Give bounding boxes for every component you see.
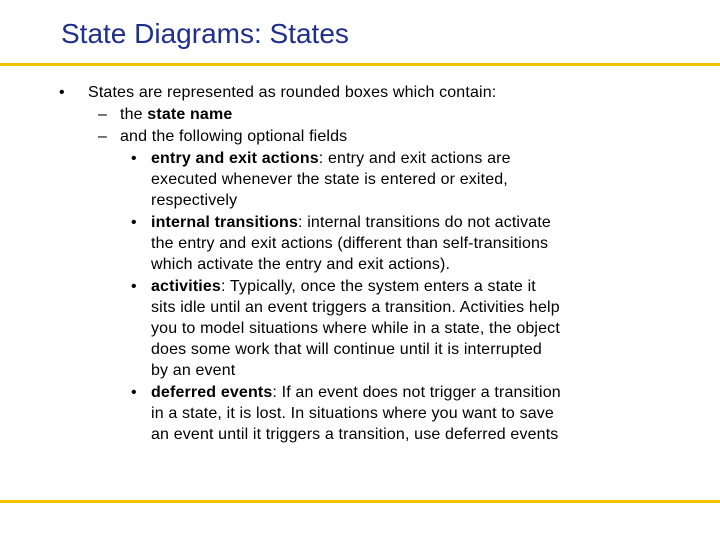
field-desc-line: an event until it triggers a transition, use deferred events (151, 426, 559, 443)
state-name-term: state name (147, 106, 233, 123)
footer-divider (0, 500, 720, 503)
field-desc-line: which activate the entry and exit actions). (151, 256, 451, 273)
field-desc-line: : internal transitions do not activate (298, 214, 551, 231)
field-item-internal-transitions (0, 212, 720, 233)
field-term: activities (151, 278, 221, 295)
dash-marker: – (98, 106, 108, 123)
field-desc-line: executed whenever the state is entered or exited, (151, 171, 508, 188)
bullet-marker: • (131, 214, 137, 231)
sub-bullet-optional-fields (0, 126, 720, 147)
field-term: deferred events (151, 384, 273, 401)
field-desc-line: the entry and exit actions (different than self-transitions (151, 235, 549, 252)
field-desc-line: sits idle until an event triggers a transition. Activities help (151, 299, 560, 316)
bullet-list (0, 82, 720, 445)
field-desc-line: : Typically, once the system enters a state it (220, 278, 536, 295)
field-item-activities (0, 276, 720, 297)
field-desc-line: by an event (151, 362, 236, 379)
bullet-intro (0, 82, 720, 103)
dash-marker: – (98, 128, 108, 145)
bullet-marker: • (131, 384, 137, 401)
field-desc-line: : If an event does not trigger a transition (272, 384, 561, 401)
field-term: entry and exit actions (151, 150, 319, 167)
slide-title: State Diagrams: States (61, 18, 349, 49)
field-item-deferred-events (0, 382, 720, 403)
field-desc-line: does some work that will continue until it is interrupted (151, 341, 542, 358)
title-divider (0, 63, 720, 66)
field-item-entry-exit (0, 148, 720, 169)
bullet-intro-text: States are represented as rounded boxes which contain: (88, 84, 497, 101)
bullet-marker: • (59, 84, 65, 101)
sub-bullet-prefix: the (120, 106, 148, 123)
field-term: internal transitions (151, 214, 299, 231)
field-desc-line: respectively (151, 192, 238, 209)
sub-bullet-state-name (0, 104, 720, 125)
bullet-marker: • (131, 150, 137, 167)
bullet-marker: • (131, 278, 137, 295)
sub-bullet-text: and the following optional fields (120, 128, 348, 145)
field-desc-line: in a state, it is lost. In situations where you want to save (151, 405, 554, 422)
field-desc-line: : entry and exit actions are (318, 150, 511, 167)
field-desc-line: you to model situations where while in a state, the object (151, 320, 560, 337)
